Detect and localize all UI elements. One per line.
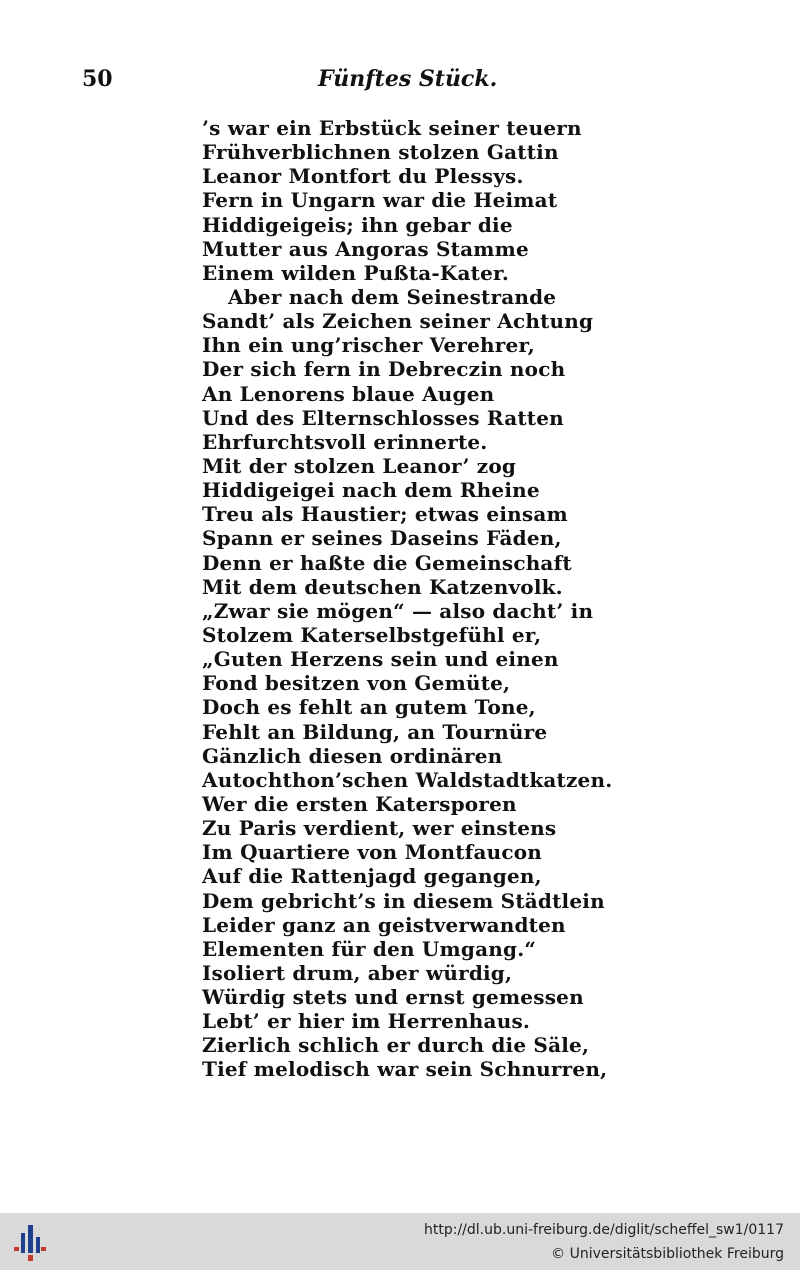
library-logo-icon: [10, 1223, 50, 1263]
verse-line: Hiddigeigeis; ihn gebar die: [202, 212, 513, 237]
verse-line: Im Quartiere von Montfaucon: [202, 840, 543, 865]
verse-line: Und des Elternschlosses Ratten: [202, 405, 564, 430]
verse-line: Einem wilden Pußta-Kater.: [202, 260, 510, 285]
verse-line: Stolzem Katerselbstgefühl er,: [202, 622, 542, 647]
verse-line: Lebt’ er hier im Herrenhaus.: [202, 1009, 531, 1034]
verse-line: „Guten Herzens sein und einen: [202, 647, 559, 672]
verse-line: Elementen für den Umgang.“: [202, 936, 537, 961]
verse-line: Der sich fern in Debreczin noch: [202, 357, 566, 382]
verse-line: Sandt’ als Zeichen seiner Achtung: [202, 309, 594, 334]
verse-line: Dem gebricht’s in diesem Städtlein: [202, 888, 605, 913]
verse-line: ’s war ein Erbstück seiner teuern: [202, 116, 582, 140]
verse-line: Autochthon’schen Waldstadtkatzen.: [202, 767, 613, 792]
verse-line: Mutter aus Angoras Stamme: [202, 236, 529, 261]
verse-line: Spann er seines Daseins Fäden,: [202, 526, 562, 551]
verse-line: Leanor Montfort du Plessys.: [202, 164, 524, 189]
verse-line: Auf die Rattenjagd gegangen,: [202, 864, 542, 889]
verse-line: Zu Paris verdient, wer einstens: [202, 816, 557, 841]
verse-line: Fehlt an Bildung, an Tournüre: [202, 719, 548, 744]
verse-line: Fond besitzen von Gemüte,: [202, 671, 511, 696]
viewer-footer: [0, 1213, 800, 1270]
page-number: 50: [82, 66, 113, 92]
verse-line: Hiddigeigei nach dem Rheine: [202, 478, 540, 503]
copyright-notice: © Universitätsbibliothek Freiburg: [551, 1246, 784, 1262]
verse-line: „Zwar sie mögen“ — also dacht’ in: [202, 598, 594, 623]
verse-line: Wer die ersten Katersporen: [202, 791, 517, 816]
verse-text: [202, 116, 612, 1082]
verse-line: Isoliert drum, aber würdig,: [202, 960, 513, 985]
verse-line: Mit der stolzen Leanor’ zog: [202, 453, 517, 478]
running-head: Fünftes Stück.: [318, 66, 498, 92]
verse-line: Ihn ein ung’rischer Verehrer,: [202, 333, 535, 358]
verse-line: Doch es fehlt an gutem Tone,: [202, 695, 536, 720]
verse-line: Tief melodisch war sein Schnurren,: [202, 1057, 608, 1082]
verse-line: Frühverblichnen stolzen Gattin: [202, 140, 559, 165]
verse-line: Denn er haßte die Gemeinschaft: [202, 550, 572, 575]
verse-line: Treu als Haustier; etwas einsam: [202, 502, 568, 527]
verse-line: Ehrfurchtsvoll erinnerte.: [202, 429, 488, 454]
source-url-link[interactable]: http://dl.ub.uni-freiburg.de/diglit/scheffel_sw1/0117: [424, 1222, 784, 1238]
verse-line: Zierlich schlich er durch die Säle,: [202, 1033, 590, 1058]
verse-line: An Lenorens blaue Augen: [202, 381, 495, 406]
verse-line: Leider ganz an geistverwandten: [202, 912, 566, 937]
verse-line: Aber nach dem Seinestrande: [228, 284, 557, 309]
verse-line: Mit dem deutschen Katzenvolk.: [202, 574, 563, 599]
verse-line: Gänzlich diesen ordinären: [202, 743, 503, 768]
verse-line: Fern in Ungarn war die Heimat: [202, 188, 558, 213]
verse-line: Würdig stets und ernst gemessen: [202, 985, 584, 1010]
